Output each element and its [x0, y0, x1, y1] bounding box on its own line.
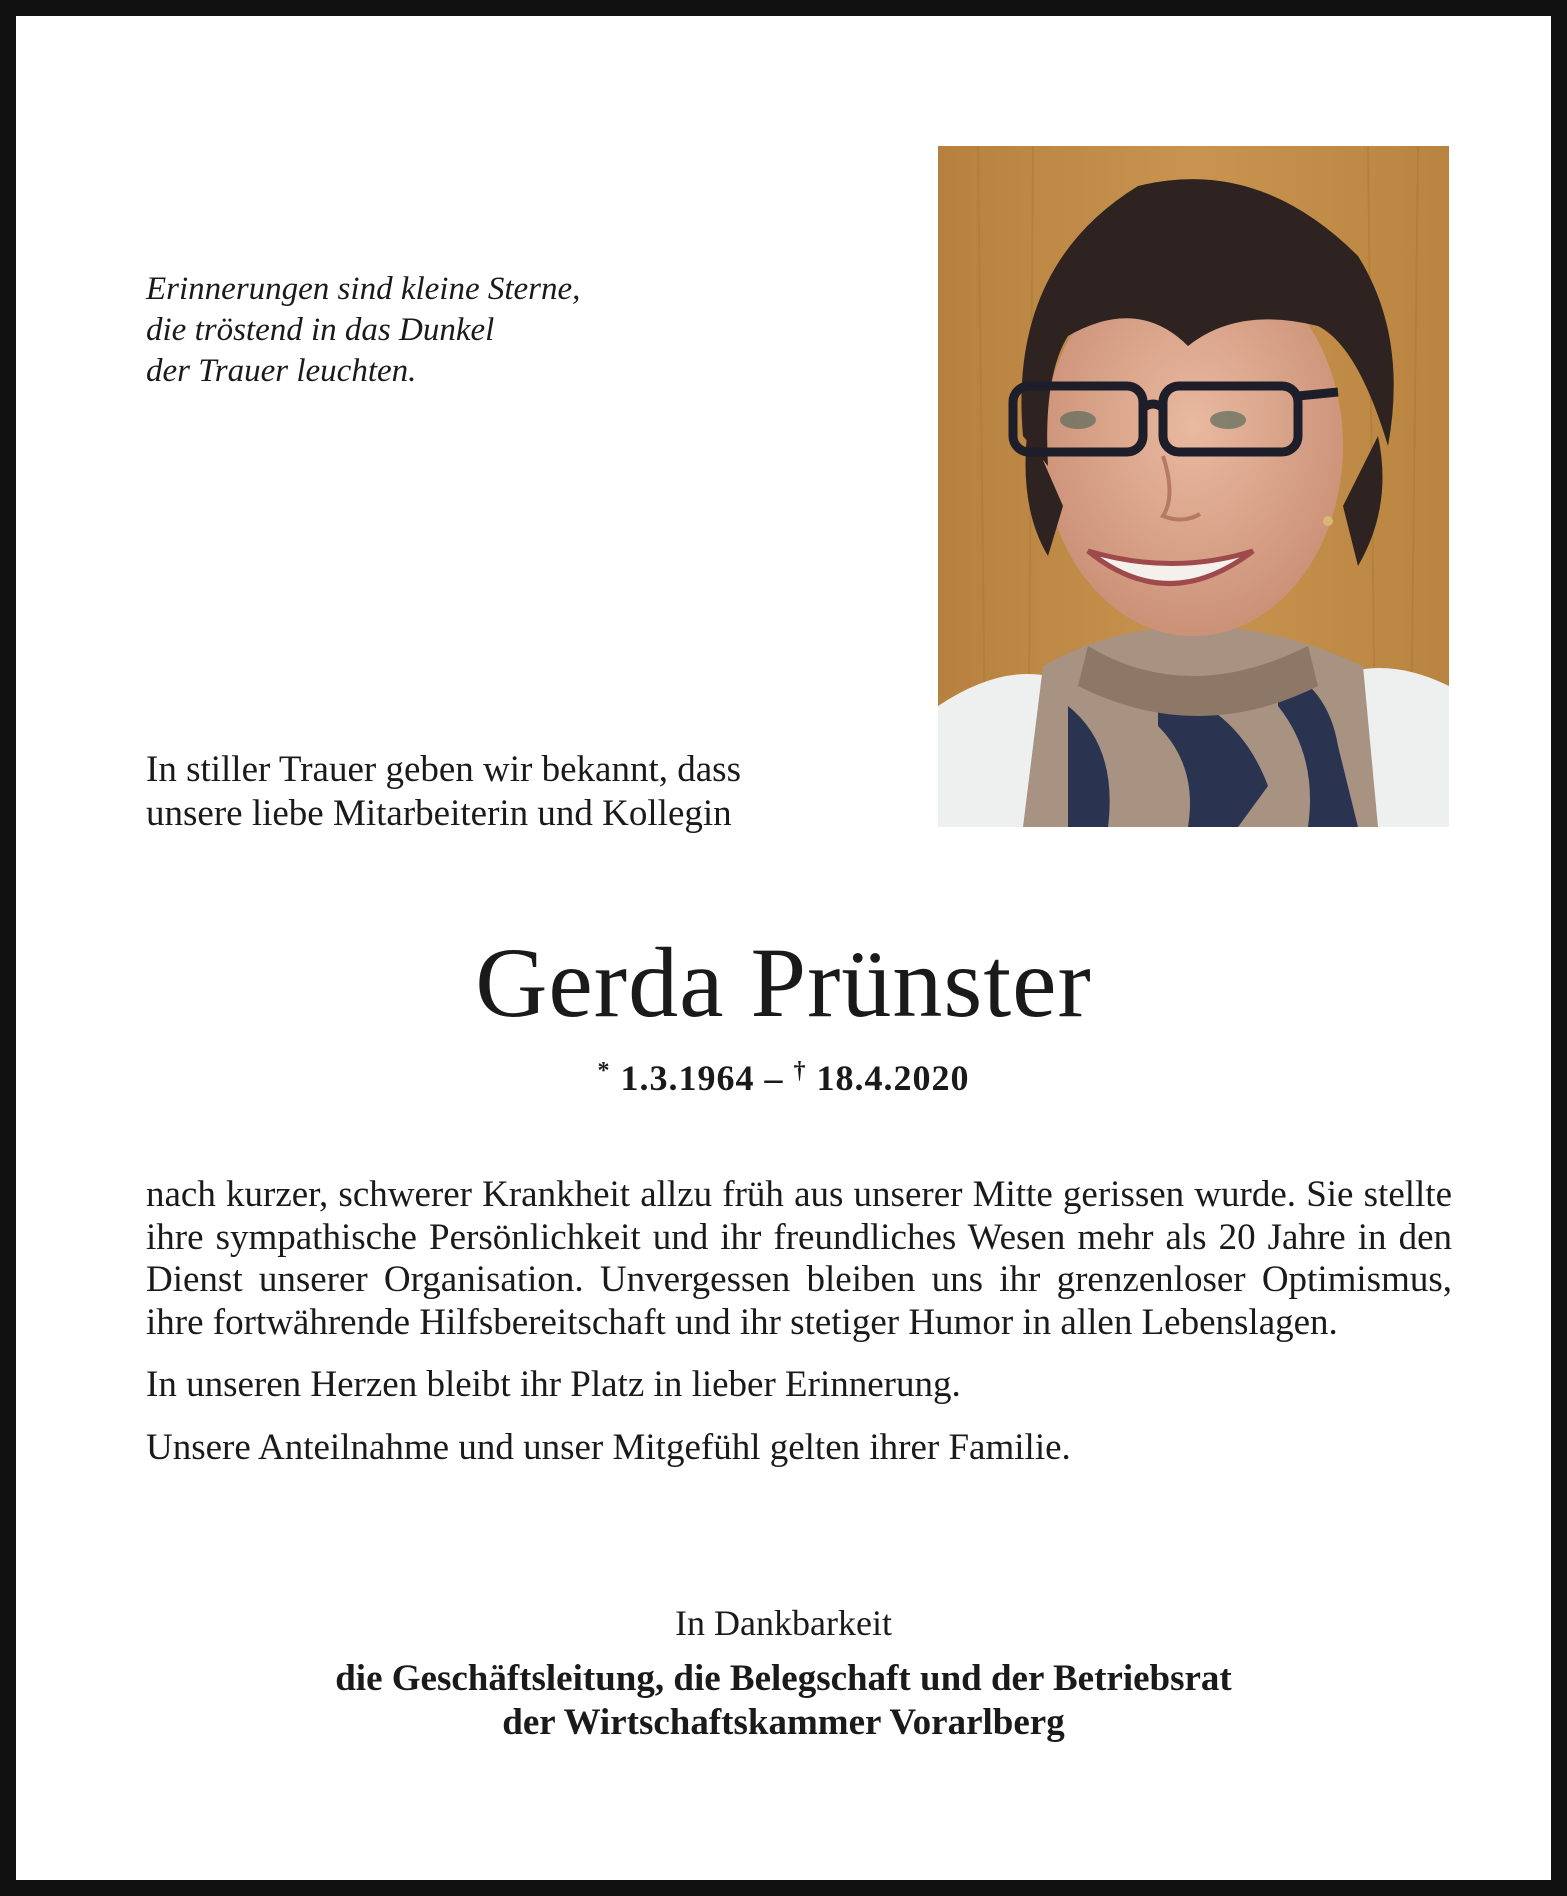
birth-symbol: * — [597, 1058, 611, 1084]
announcement-intro — [146, 748, 741, 836]
intro-line: unsere liebe Mitarbeiterin und Kollegin — [146, 793, 732, 834]
intro-line: In stiller Trauer geben wir bekannt, dass — [146, 749, 741, 790]
life-dates — [16, 1049, 1551, 1100]
obituary-text — [146, 1174, 1452, 1489]
quote-line: Erinnerungen sind kleine Sterne, — [146, 271, 581, 307]
closing-thanks: In Dankbarkeit — [675, 1603, 892, 1643]
paragraph-tribute: nach kurzer, schwerer Krankheit allzu früh aus unserer Mitte gerissen wurde. Sie stellte ihre sympathische Persönlichkeit und ihr freundliches Wesen mehr als 20 Jahre in den Dienst unserer Organisation. Unvergessen bleiben uns ihr grenzenloser Optimismus, ihre fortwährende Hilfsbereitschaft und ihr stetiger Humor in allen Lebenslagen. — [146, 1174, 1452, 1343]
paragraph-memory: In unseren Herzen bleibt ihr Platz in lieber Erinnerung. — [146, 1364, 961, 1405]
paragraph-condolence: Unsere Anteilnahme und unser Mitgefühl gelten ihrer Familie. — [146, 1426, 1071, 1468]
signatory-organization: der Wirtschaftskammer Vorarlberg — [502, 1702, 1065, 1743]
birth-date: 1.3.1964 — [620, 1058, 755, 1098]
signatory-line: die Geschäftsleitung, die Belegschaft und der Betriebsrat — [335, 1658, 1232, 1699]
death-date: 18.4.2020 — [816, 1058, 970, 1098]
quote-line: die tröstend in das Dunkel — [146, 312, 495, 348]
death-symbol: † — [793, 1058, 807, 1084]
date-separator: – — [764, 1058, 784, 1098]
deceased-name: Gerda Prünster — [475, 927, 1092, 1038]
quote-line: der Trauer leuchten. — [146, 353, 417, 389]
memorial-quote — [146, 269, 580, 392]
portrait-photo — [938, 146, 1449, 827]
signature-block — [16, 1601, 1551, 1745]
